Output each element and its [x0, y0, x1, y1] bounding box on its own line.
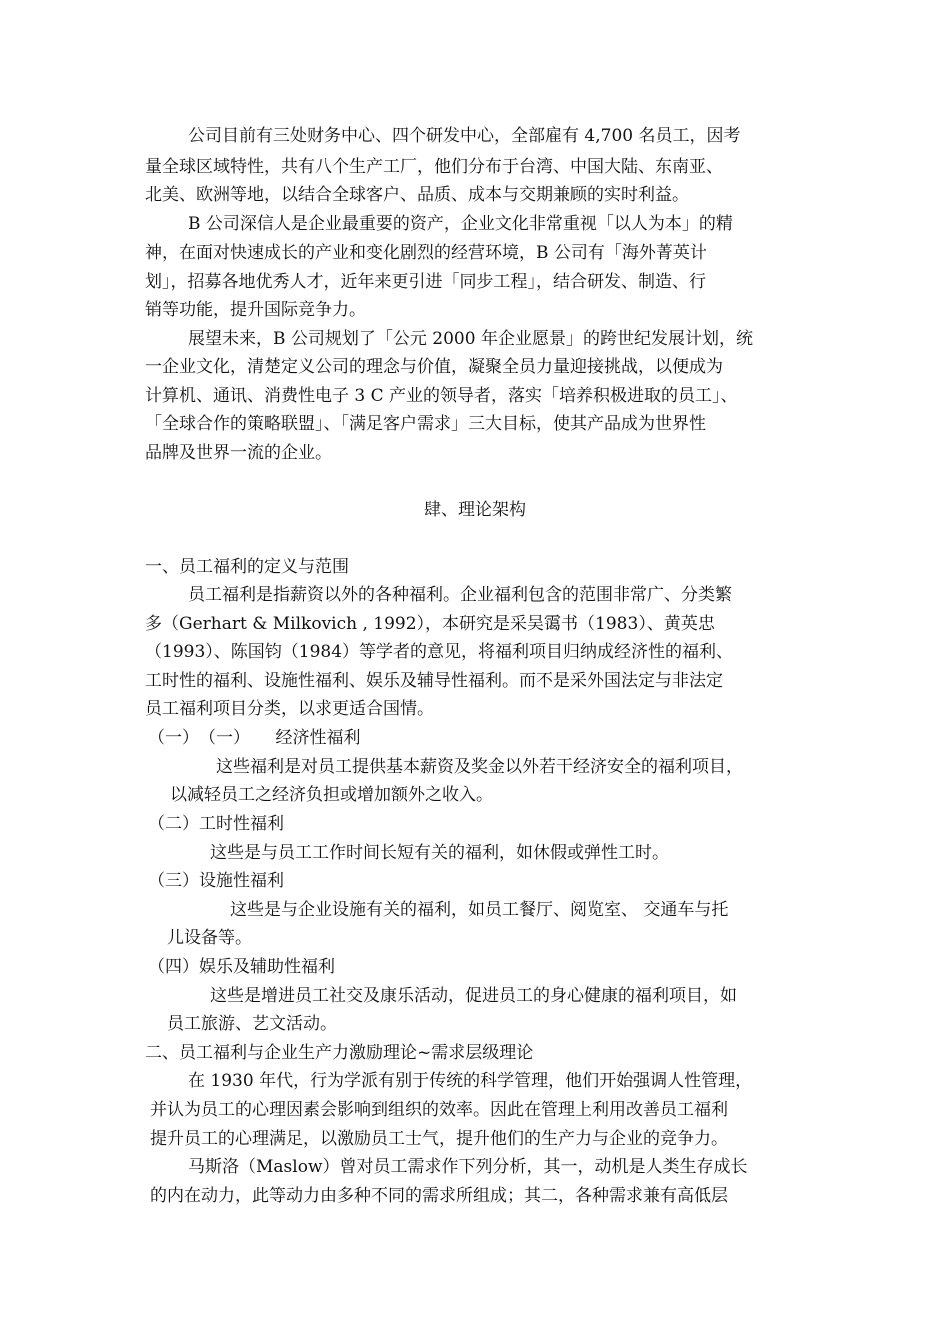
paragraph-line: 北美、欧洲等地，以结合全球客户、品质、成本与交期兼顾的实时利益。: [145, 185, 689, 205]
paragraph-line: 量全球区域特性，共有八个生产工厂，他们分布于台湾、中国大陆、东南亚、: [145, 157, 723, 177]
list-item-heading: （二）工时性福利: [148, 814, 284, 834]
paragraph-line: 这些是与企业设施有关的福利，如员工餐厅、阅览室、 交通车与托: [230, 900, 729, 920]
paragraph-line: 一企业文化，清楚定义公司的理念与价值，凝聚全员力量迎接挑战，以便成为: [145, 357, 723, 377]
paragraph-line: 公司目前有三处财务中心、四个研发中心，全部雇有 4,700 名员工，因考: [188, 126, 741, 146]
paragraph-line: 这些是增进员工社交及康乐活动，促进员工的身心健康的福利项目，如: [210, 986, 737, 1006]
paragraph-line: 神，在面对快速成长的产业和变化剧烈的经营环境，B 公司有「海外菁英计: [145, 243, 707, 263]
list-item-heading: （四）娱乐及辅助性福利: [148, 957, 335, 977]
paragraph-line: 划」，招募各地优秀人才，近年来更引进「同步工程」，结合研发、制造、行: [145, 272, 706, 292]
paragraph-line: 马斯洛（Maslow）曾对员工需求作下列分析，其一，动机是人类生存成长: [188, 1157, 748, 1177]
section-heading: 肆、理论架构: [424, 500, 526, 520]
paragraph-line: 销等功能，提升国际竞争力。: [145, 300, 366, 320]
paragraph-line: 儿设备等。: [167, 928, 252, 948]
paragraph-line: 提升员工的心理满足，以激励员工士气，提升他们的生产力与企业的竞争力。: [150, 1129, 728, 1149]
paragraph-line: 并认为员工的心理因素会影响到组织的效率。因此在管理上利用改善员工福利: [150, 1100, 728, 1120]
paragraph-line: 员工旅游、艺文活动。: [167, 1014, 337, 1034]
paragraph-line: 在 1930 年代，行为学派有别于传统的科学管理，他们开始强调人性管理，: [188, 1071, 753, 1091]
paragraph-line: 的内在动力，此等动力由多种不同的需求所组成；其二，各种需求兼有高低层: [150, 1186, 728, 1206]
paragraph-line: B 公司深信人是企业最重要的资产，企业文化非常重视「以人为本」的精: [188, 214, 733, 234]
paragraph-line: 以减轻员工之经济负担或增加额外之收入。: [170, 785, 493, 805]
subsection-heading: 二、员工福利与企业生产力激励理论~需求层级理论: [145, 1043, 534, 1063]
paragraph-line: 员工福利项目分类，以求更适合国情。: [145, 699, 434, 719]
paragraph-line: （1993）、陈国钧（1984）等学者的意见，将福利项目归纳成经济性的福利、: [145, 642, 734, 662]
paragraph-line: 员工福利是指薪资以外的各种福利。企业福利包含的范围非常广、分类繁: [188, 585, 732, 605]
paragraph-line: 工时性的福利、设施性福利、娱乐及辅导性福利。而不是采外国法定与非法定: [145, 671, 723, 691]
subsection-heading: 一、员工福利的定义与范围: [145, 557, 349, 577]
paragraph-line: 「全球合作的策略联盟」、「满足客户需求」三大目标，使其产品成为世界性: [145, 414, 706, 434]
paragraph-line: 这些是与员工工作时间长短有关的福利，如休假或弹性工时。: [210, 843, 669, 863]
paragraph-line: 计算机、通讯、消费性电子 3 C 产业的领导者，落实「培养积极进取的员工」、: [145, 386, 738, 406]
paragraph-line: 展望未来，B 公司规划了「公元 2000 年企业愿景」的跨世纪发展计划，统: [188, 329, 753, 349]
paragraph-line: 品牌及世界一流的企业。: [145, 443, 332, 463]
paragraph-line: 这些福利是对员工提供基本薪资及奖金以外若干经济安全的福利项目，: [216, 757, 743, 777]
paragraph-line: 多（Gerhart & Milkovich , 1992），本研究是采吴霭书（1983）、黄英忠: [145, 614, 715, 634]
list-item-heading: （一） （一） 经济性福利: [148, 728, 361, 748]
list-item-heading: （三）设施性福利: [148, 871, 284, 891]
